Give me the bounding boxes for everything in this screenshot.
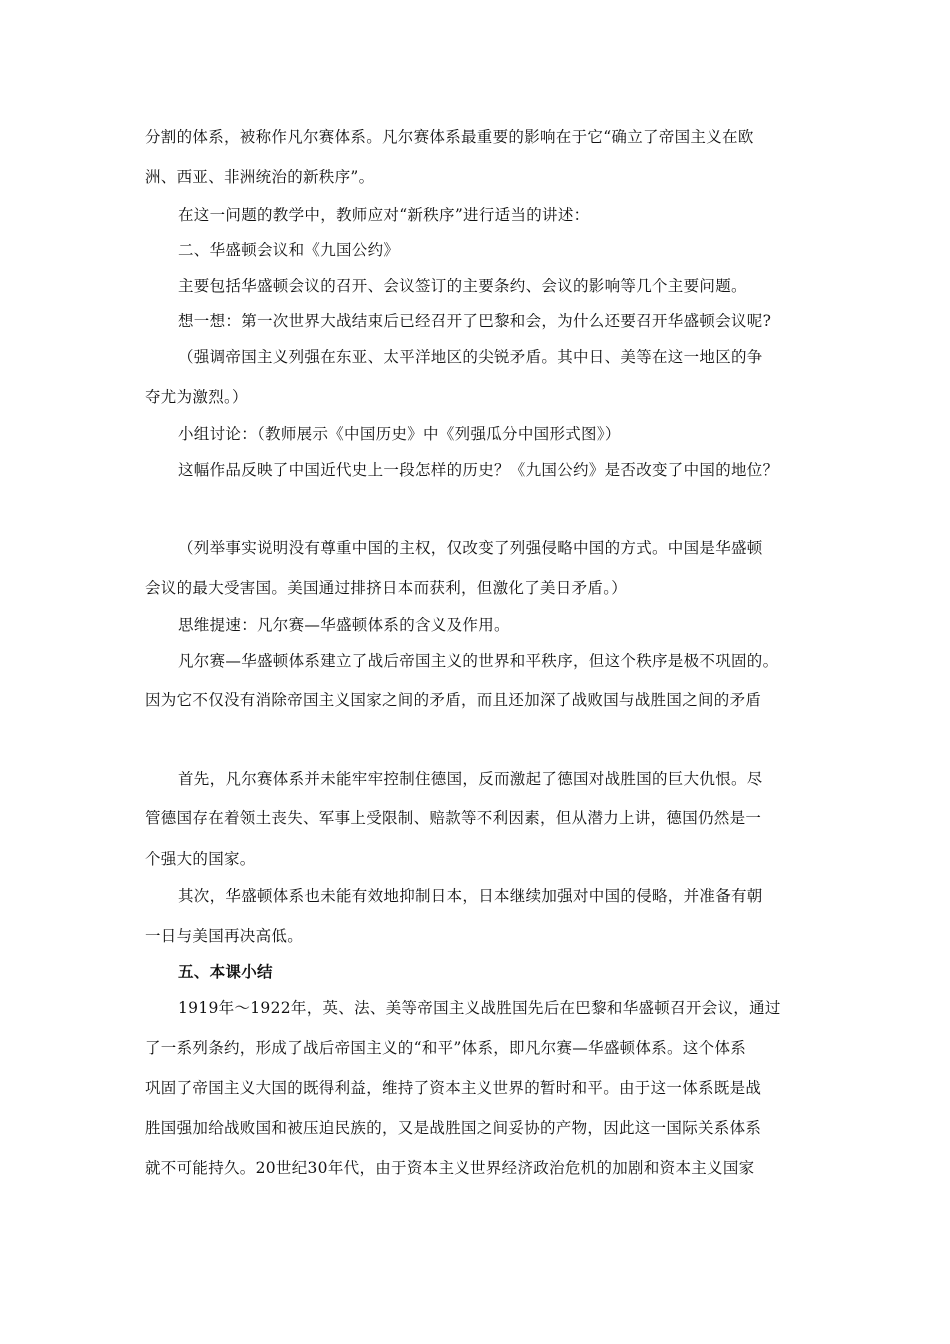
text-line: 想一想：第一次世界大战结束后已经召开了巴黎和会，为什么还要召开华盛顿会议呢? bbox=[178, 312, 772, 330]
text-line: 会议的最大受害国。美国通过排挤日本而获利，但激化了美日矛盾。） bbox=[145, 579, 628, 597]
text-line: 个强大的国家。 bbox=[145, 850, 256, 868]
text-line: 1919年～1922年，英、法、美等帝国主义战胜国先后在巴黎和华盛顿召开会议，通过 bbox=[178, 999, 781, 1017]
text-line: （强调帝国主义列强在东亚、太平洋地区的尖锐矛盾。其中日、美等在这一地区的争 bbox=[178, 348, 763, 366]
text-line: 洲、西亚、非洲统治的新秩序”。 bbox=[145, 168, 375, 186]
text-line: 分割的体系，被称作凡尔赛体系。凡尔赛体系最重要的影响在于它“确立了帝国主义在欧 bbox=[145, 128, 754, 146]
text-line: 首先，凡尔赛体系并未能牢牢控制住德国，反而激起了德国对战胜国的巨大仇恨。尽 bbox=[178, 770, 763, 788]
text-line: 在这一问题的教学中，教师应对“新秩序”进行适当的讲述： bbox=[178, 206, 590, 224]
text-line: 巩固了帝国主义大国的既得利益，维持了资本主义世界的暂时和平。由于这一体系既是战 bbox=[145, 1079, 762, 1097]
text-line: （列举事实说明没有尊重中国的主权，仅改变了列强侵略中国的方式。中国是华盛顿 bbox=[178, 539, 763, 557]
text-line: 管德国存在着领土丧失、军事上受限制、赔款等不利因素，但从潜力上讲，德国仍然是一 bbox=[145, 809, 762, 827]
text-line: 其次，华盛顿体系也未能有效地抑制日本，日本继续加强对中国的侵略，并准备有朝 bbox=[178, 887, 763, 905]
text-line: 一日与美国再决高低。 bbox=[145, 927, 304, 945]
text-line: 胜国强加给战败国和被压迫民族的，又是战胜国之间妥协的产物，因此这一国际关系体系 bbox=[145, 1119, 762, 1137]
text-line: 这幅作品反映了中国近代史上一段怎样的历史？《九国公约》是否改变了中国的地位？ bbox=[178, 461, 779, 479]
section-heading: 五、本课小结 bbox=[178, 962, 273, 981]
section-heading: 二、华盛顿会议和《九国公约》 bbox=[178, 241, 400, 259]
text-line: 了一系列条约，形成了战后帝国主义的“和平”体系，即凡尔赛—华盛顿体系。这个体系 bbox=[145, 1039, 747, 1057]
text-line: 凡尔赛—华盛顿体系建立了战后帝国主义的世界和平秩序，但这个秩序是极不巩固的。 bbox=[178, 652, 779, 670]
text-line: 因为它不仅没有消除帝国主义国家之间的矛盾，而且还加深了战败国与战胜国之间的矛盾 bbox=[145, 691, 762, 709]
text-line: 思维提速：凡尔赛—华盛顿体系的含义及作用。 bbox=[178, 616, 510, 634]
text-line: 就不可能持久。20世纪30年代，由于资本主义世界经济政治危机的加剧和资本主义国家 bbox=[145, 1159, 755, 1177]
text-line: 夺尤为激烈。） bbox=[145, 388, 248, 406]
text-line: 小组讨论：（教师展示《中国历史》中《列强瓜分中国形式图》） bbox=[178, 425, 621, 443]
text-line: 主要包括华盛顿会议的召开、会议签订的主要条约、会议的影响等几个主要问题。 bbox=[178, 277, 747, 295]
